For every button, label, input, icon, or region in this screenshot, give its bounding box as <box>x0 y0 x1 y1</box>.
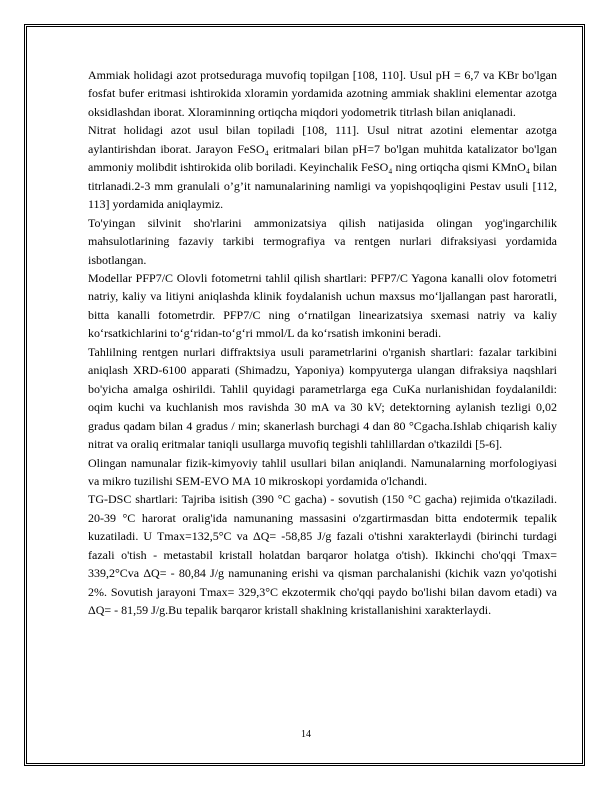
paragraph-tg-dsc <box>88 490 557 619</box>
paragraph-ammonia-nitrogen <box>88 66 557 121</box>
paragraph-text: Olingan namunalar fizik-kimyoviy tahlil usullari bilan aniqlandi. Namunalarning morfologiyasi va mikro tuzilishi SEM-EVO MA 10 mikroskopi yordamida o'lchandi. <box>88 455 557 488</box>
paragraph-text: Nitrat holidagi azot usul bilan topiladi [108, 111]. Usul nitrat azotini elementar azotga aylantirishdan iborat. Jarayon FeSO₄ eritmalari bilan pH=7 bo'lgan muhitda katalizator bo'lgan ammoniy molibdit ishtirokida olib boriladi. Keyinchalik FeSO₄ ning ortiqcha qismi KMnO₄ bilan titrlanadi.2-3 mm granulali o’g’it namunalarining namligi va yopishqoqligini Pestav usuli [112, 113] yordamida aniqlaymiz. <box>88 123 557 212</box>
paragraph-flame-photometer <box>88 269 557 343</box>
paragraph-text: To'yingan silvinit sho'rlarini ammonizatsiya qilish natijasida olingan yog'ingarchilik mahsulotlarining fazaviy tarkibi termografiya va rentgen nurlari difraksiyasi yordamida isbotlangan. <box>88 215 557 267</box>
paragraph-text: Ammiak holidagi azot protseduraga muvofiq topilgan [108, 110]. Usul pH = 6,7 va KBr bo'lgan fosfat bufer eritmasi ishtirokida xloramin yordamida azotning ammiak shaklini elementar azotga oksidlashdan iborat. Xloraminning ortiqcha miqdori yodometrik titrlash bilan aniqlanadi. <box>88 68 557 119</box>
paragraph-text: Modellar PFP7/C Olovli fotometrni tahlil qilish shartlari: PFP7/C Yagona kanalli olov fotometri natriy, kaliy va litiyni aniqlashda klinik foydalanish uchun maxsus mo‘ljallangan past haroratli, bitta kanalli fotometrdir. PFP7/C ning o‘rnatilgan linearizatsiya sxemasi natriy va kaliy ko‘rsatkichlarini to‘g‘ridan-to‘g‘ri mmol/L da ko‘rsatish imkonini beradi. <box>88 270 557 341</box>
paragraph-nitrate-nitrogen <box>88 121 557 213</box>
document-body <box>88 66 557 620</box>
paragraph-sylvinite <box>88 214 557 269</box>
page-number: 14 <box>301 729 311 740</box>
paragraph-text: Tahlilning rentgen nurlari diffraktsiya usuli parametrlarini o'rganish shartlari: fazalar tarkibini aniqlash XRD-6100 apparati (Shimadzu, Yaponiya) kompyuterga ulangan difraksiya naqshlari bo'yicha amalga oshirildi. Tahlil quyidagi parametrlarga ega CuKa nurlanishidan foydalanildi: oqim kuchi va kuchlanish mos ravishda 30 mA va 30 kV; detektorning aylanish tezligi 0,02 gradus qadam bilan 4 gradus / min; skanerlash burchagi 4 dan 80 °Cgacha.Ishlab chiqarish kaliy nitrat va oraliq eritmalar taniqli usullarga muvofiq tegishli tahlillardan o'tkazildi [5-6]. <box>88 344 557 452</box>
paragraph-text: TG-DSC shartlari: Tajriba isitish (390 °C gacha) - sovutish (150 °C gacha) rejimida o'tkaziladi. 20-39 °C harorat oralig'ida namunaning massasini o'zgartirmasdan bitta endotermik tepalik kuzatiladi. U Tmax=132,5°C va ΔQ= -58,85 J/g fazali o'tishni xarakterlaydi (birinchi turdagi fazali o'tish - metastabil kristall holatdan barqaror holatga o'tish). Ikkinchi cho'qqi Tmax= 339,2°Cva ΔQ= - 80,84 J/g namunaning erishi va qisman parchalanishi (kichik vazn yo'qotishi 2%. Sovutish jarayoni Tmax= 329,3°C ekzotermik cho'qqi paydo bo'lishi bilan davom etadi) va ΔQ= - 81,59 J/g.Bu tepalik barqaror kristall shaklning kristallanishini xarakterlaydi. <box>88 492 557 618</box>
paragraph-sem <box>88 454 557 491</box>
paragraph-xrd <box>88 343 557 454</box>
